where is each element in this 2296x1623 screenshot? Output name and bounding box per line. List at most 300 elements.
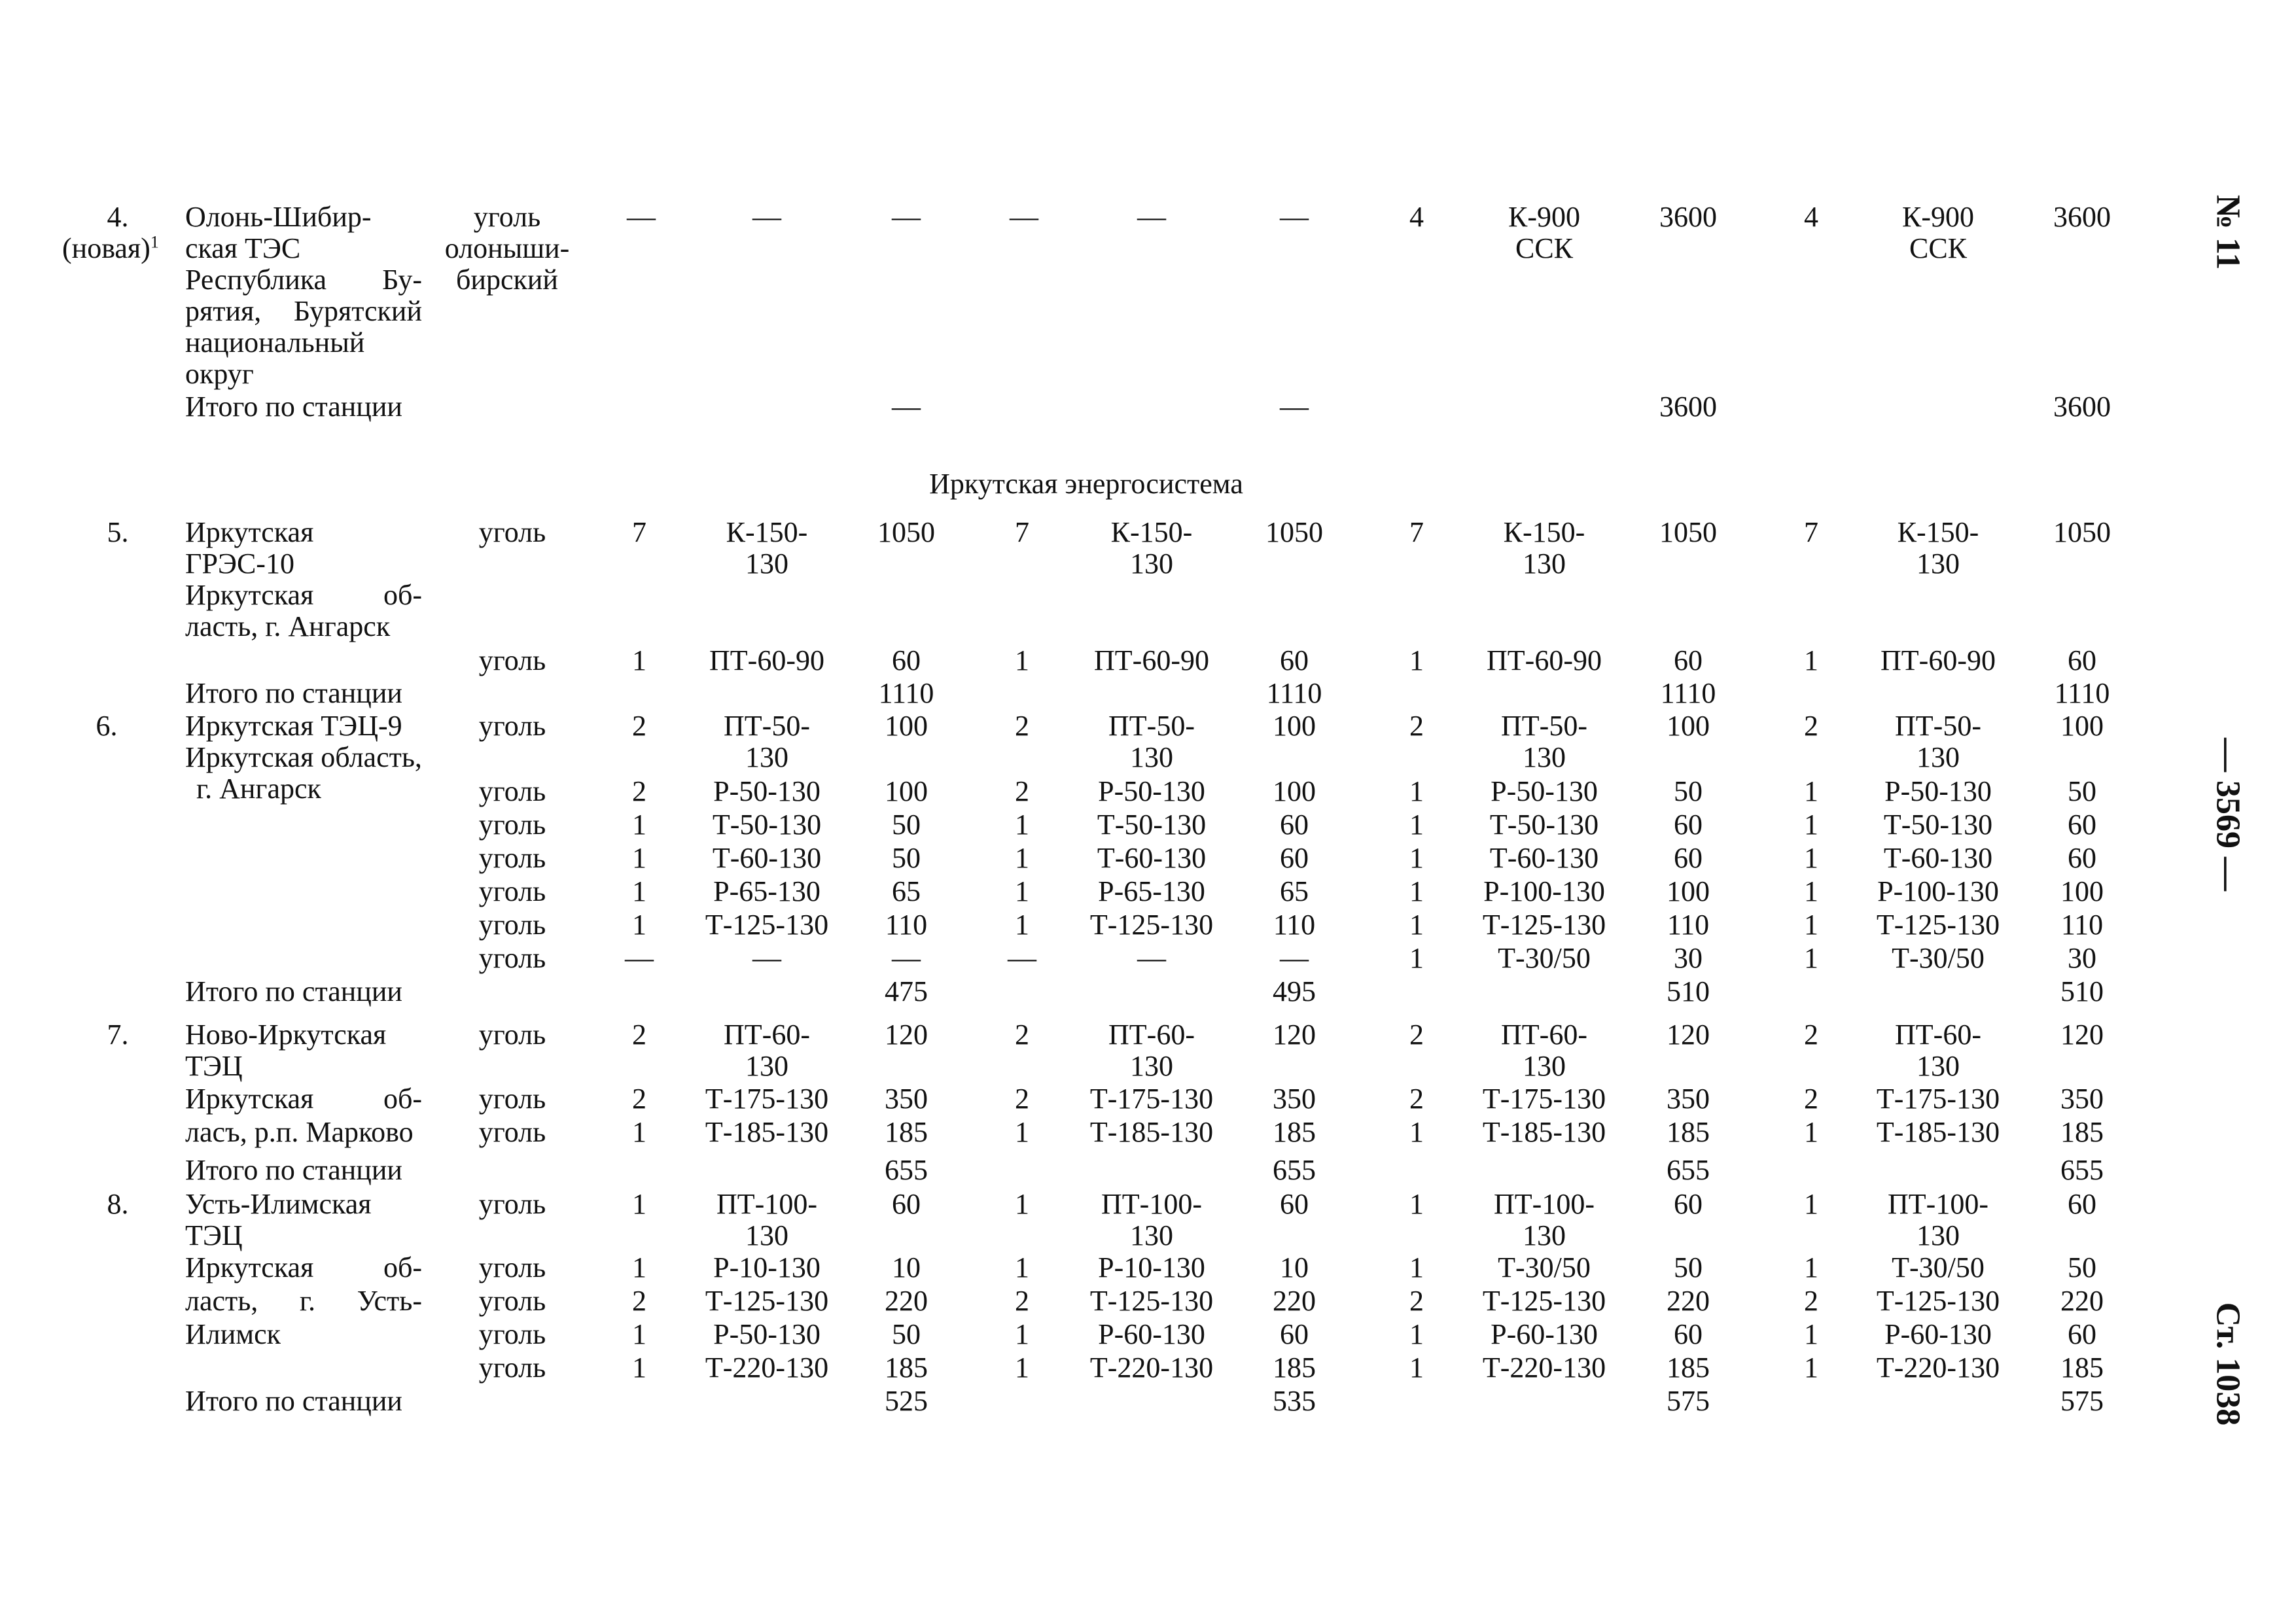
table-cell: 130 bbox=[1523, 741, 1566, 773]
table-cell: 350 bbox=[885, 1083, 928, 1115]
table-cell: Т-60-130 bbox=[712, 842, 822, 874]
table-cell: 185 bbox=[885, 1116, 928, 1148]
table-cell: К-150- bbox=[1110, 516, 1193, 548]
table-cell: 4 bbox=[1409, 201, 1424, 233]
table-cell: 1110 bbox=[878, 677, 934, 709]
table-cell: К-900 bbox=[1902, 201, 1974, 233]
table-cell: 8. bbox=[107, 1188, 129, 1220]
table-cell: ПТ-100- bbox=[1888, 1188, 1988, 1220]
table-cell: 3600 bbox=[1659, 391, 1717, 423]
table-cell: — bbox=[752, 942, 781, 974]
table-cell: Итого по станции bbox=[185, 1385, 402, 1417]
table-cell: 130 bbox=[745, 741, 788, 773]
table-cell: К-150- bbox=[1503, 516, 1585, 548]
table-cell: ская ТЭС bbox=[185, 232, 301, 264]
table-cell: 1 bbox=[1409, 1116, 1424, 1148]
table-cell: 220 bbox=[885, 1285, 928, 1317]
table-cell: 100 bbox=[1273, 710, 1316, 742]
table-cell: 1 bbox=[1015, 644, 1029, 676]
table-cell: 1 bbox=[1409, 775, 1424, 807]
table-cell: 535 bbox=[1273, 1385, 1316, 1417]
table-cell: Республика Бу- bbox=[185, 264, 422, 296]
table-cell: 1 bbox=[1804, 1352, 1818, 1384]
table-cell: ПТ-60-90 bbox=[709, 644, 824, 676]
table-cell: уголь bbox=[478, 516, 546, 548]
table-cell: 4. bbox=[107, 201, 129, 233]
table-cell: К-900 bbox=[1508, 201, 1580, 233]
table-cell: 1 bbox=[1409, 842, 1424, 874]
table-cell: 60 bbox=[1674, 809, 1703, 841]
table-cell: ПТ-60-90 bbox=[1881, 644, 1996, 676]
table-cell: Т-50-130 bbox=[712, 809, 822, 841]
table-cell: Т-60-130 bbox=[1883, 842, 1993, 874]
table-cell: 10 bbox=[1280, 1251, 1309, 1283]
table-cell: 1 bbox=[632, 875, 646, 907]
table-cell: Р-60-130 bbox=[1884, 1318, 1992, 1350]
article-number: Ст. 1038 bbox=[2209, 1302, 2247, 1426]
table-cell: 1 bbox=[1804, 909, 1818, 941]
table-cell: — bbox=[1008, 942, 1036, 974]
table-cell: уголь bbox=[478, 644, 546, 676]
table-cell: 655 bbox=[885, 1154, 928, 1186]
table-cell: 510 bbox=[2060, 975, 2104, 1007]
table-cell: 350 bbox=[1273, 1083, 1316, 1115]
table-cell: 1 bbox=[1409, 942, 1424, 974]
table-cell: уголь bbox=[478, 1285, 546, 1317]
table-cell: 5. bbox=[107, 516, 129, 548]
table-cell: 4 bbox=[1804, 201, 1818, 233]
table-cell: Т-125-130 bbox=[1876, 1285, 2000, 1317]
table-cell: — bbox=[1280, 391, 1309, 423]
table-cell: ПТ-60- bbox=[1501, 1019, 1587, 1051]
table-cell: Т-220-130 bbox=[705, 1352, 829, 1384]
table-cell: 60 bbox=[1280, 1188, 1309, 1220]
table-cell: 1 bbox=[632, 809, 646, 841]
table-cell: Т-220-130 bbox=[1089, 1352, 1214, 1384]
table-cell: 2 bbox=[1015, 710, 1029, 742]
table-cell: 1 bbox=[1015, 842, 1029, 874]
table-cell: 60 bbox=[892, 1188, 921, 1220]
table-cell: 60 bbox=[1280, 1318, 1309, 1350]
table-cell: — bbox=[1137, 201, 1166, 233]
table-cell: уголь bbox=[478, 1116, 546, 1148]
table-cell: — bbox=[1010, 201, 1038, 233]
table-cell: 1 bbox=[632, 644, 646, 676]
table-cell: 1 bbox=[632, 842, 646, 874]
table-cell: уголь bbox=[478, 942, 546, 974]
table-cell: 1 bbox=[1015, 875, 1029, 907]
table-cell: 130 bbox=[745, 548, 788, 580]
table-cell: 1 bbox=[1015, 1352, 1029, 1384]
table-cell: 655 bbox=[1273, 1154, 1316, 1186]
table-cell: 1 bbox=[632, 1116, 646, 1148]
table-cell: ласъ, р.п. Марково bbox=[185, 1116, 414, 1148]
table-cell: 130 bbox=[1916, 548, 1960, 580]
table-cell: 1 bbox=[632, 1251, 646, 1283]
table-cell: 510 bbox=[1667, 975, 1710, 1007]
table-cell: 185 bbox=[1667, 1352, 1710, 1384]
table-cell: 1 bbox=[1409, 1188, 1424, 1220]
table-cell: 60 bbox=[892, 644, 921, 676]
table-cell: уголь bbox=[478, 875, 546, 907]
table-cell: 60 bbox=[2068, 842, 2096, 874]
table-cell: 130 bbox=[1523, 548, 1566, 580]
table-cell: Иркутская ТЭЦ-9 bbox=[185, 710, 402, 742]
table-cell: 1 bbox=[1409, 1318, 1424, 1350]
table-cell: г. Ангарск bbox=[196, 773, 321, 805]
table-cell: 130 bbox=[1130, 548, 1173, 580]
table-cell: уголь bbox=[478, 809, 546, 841]
table-cell: 130 bbox=[1523, 1219, 1566, 1251]
table-cell: 100 bbox=[1273, 775, 1316, 807]
table-cell: 2 bbox=[1409, 1083, 1424, 1115]
table-cell: 110 bbox=[885, 909, 928, 941]
table-cell: Р-60-130 bbox=[1491, 1318, 1598, 1350]
table-cell: 2 bbox=[632, 1019, 646, 1051]
table-cell: 130 bbox=[1523, 1050, 1566, 1082]
table-cell: 50 bbox=[2068, 775, 2096, 807]
table-cell: ПТ-100- bbox=[1101, 1188, 1202, 1220]
table-cell: олоныши- bbox=[444, 232, 570, 264]
table-cell: Т-175-130 bbox=[705, 1083, 829, 1115]
table-cell: Олонь-Шибир- bbox=[185, 201, 372, 233]
table-cell: Т-125-130 bbox=[705, 909, 829, 941]
section-header: Иркутская энергосистема bbox=[929, 468, 1243, 500]
table-cell: 1 bbox=[1804, 1318, 1818, 1350]
table-cell: 3600 bbox=[2053, 201, 2111, 233]
table-cell: 1 bbox=[1804, 942, 1818, 974]
table-cell: Ново-Иркутская bbox=[185, 1019, 387, 1051]
table-cell: ПТ-50- bbox=[1108, 710, 1195, 742]
table-cell: Р-65-130 bbox=[713, 875, 821, 907]
table-cell: 475 bbox=[885, 975, 928, 1007]
table-cell: 130 bbox=[745, 1050, 788, 1082]
table-cell: 1110 bbox=[1660, 677, 1716, 709]
table-cell: 100 bbox=[1667, 710, 1710, 742]
table-cell: 1050 bbox=[1265, 516, 1323, 548]
table-cell: Иркутская об- bbox=[185, 1251, 422, 1283]
table-cell: уголь bbox=[478, 909, 546, 941]
table-cell: 1 bbox=[632, 1188, 646, 1220]
table-cell: — bbox=[1280, 201, 1309, 233]
table-cell: ПТ-60- bbox=[1108, 1019, 1195, 1051]
table-cell: ПТ-100- bbox=[1494, 1188, 1595, 1220]
table-cell: 1 bbox=[1015, 809, 1029, 841]
table-cell: 100 bbox=[885, 710, 928, 742]
table-cell: 60 bbox=[2068, 644, 2096, 676]
table-cell: (новая)$^1$ bbox=[62, 232, 159, 264]
table-cell: — bbox=[1137, 942, 1166, 974]
table-cell: К-150- bbox=[726, 516, 808, 548]
table-cell: 185 bbox=[1273, 1352, 1316, 1384]
table-cell: 525 bbox=[885, 1385, 928, 1417]
table-cell: Иркутская об- bbox=[185, 1083, 422, 1115]
table-cell: 60 bbox=[2068, 809, 2096, 841]
table-cell: Итого по станции bbox=[185, 975, 402, 1007]
table-cell: уголь bbox=[473, 201, 541, 233]
table-cell: 350 bbox=[1667, 1083, 1710, 1115]
table-cell: Иркутская bbox=[185, 516, 314, 548]
table-cell: 1 bbox=[632, 1318, 646, 1350]
table-cell: 110 bbox=[1273, 909, 1316, 941]
table-cell: ласть, г. Усть- bbox=[185, 1285, 422, 1317]
table-cell: 1110 bbox=[1266, 677, 1322, 709]
table-cell: 50 bbox=[1674, 775, 1703, 807]
table-cell: 1 bbox=[1804, 1188, 1818, 1220]
table-cell: Р-50-130 bbox=[1491, 775, 1598, 807]
table-cell: 1 bbox=[1409, 1251, 1424, 1283]
table-cell: 100 bbox=[2060, 875, 2104, 907]
table-cell: 220 bbox=[2060, 1285, 2104, 1317]
table-cell: 1050 bbox=[877, 516, 935, 548]
table-cell: Т-185-130 bbox=[705, 1116, 829, 1148]
table-cell: 350 bbox=[2060, 1083, 2104, 1115]
table-cell: 50 bbox=[892, 1318, 921, 1350]
table-cell: 1 bbox=[1409, 875, 1424, 907]
table-cell: 60 bbox=[2068, 1188, 2096, 1220]
table-cell: 2 bbox=[632, 775, 646, 807]
table-cell: Т-220-130 bbox=[1876, 1352, 2000, 1384]
table-cell: Иркутская область, bbox=[185, 741, 422, 773]
table-cell: 2 bbox=[1804, 1019, 1818, 1051]
table-cell: 30 bbox=[1674, 942, 1703, 974]
table-cell: ласть, г. Ангарск bbox=[185, 610, 391, 642]
table-cell: 1050 bbox=[1659, 516, 1717, 548]
table-cell: 1 bbox=[1804, 1116, 1818, 1148]
table-cell: 1 bbox=[632, 909, 646, 941]
table-cell: 100 bbox=[1667, 875, 1710, 907]
table-cell: 185 bbox=[2060, 1352, 2104, 1384]
table-cell: 1 bbox=[1409, 1352, 1424, 1384]
table-cell: Р-50-130 bbox=[1884, 775, 1992, 807]
table-cell: Т-175-130 bbox=[1482, 1083, 1606, 1115]
table-cell: 1 bbox=[1015, 1251, 1029, 1283]
table-cell: 1 bbox=[1015, 1318, 1029, 1350]
table-cell: Иркутская об- bbox=[185, 579, 422, 611]
table-cell: 130 bbox=[1916, 741, 1960, 773]
table-cell: уголь bbox=[478, 775, 546, 807]
table-cell: 6. bbox=[96, 710, 118, 742]
table-cell: уголь bbox=[478, 1352, 546, 1384]
table-cell: ПТ-60-90 bbox=[1487, 644, 1602, 676]
table-cell: 7. bbox=[107, 1019, 129, 1051]
table-cell: 220 bbox=[1273, 1285, 1316, 1317]
table-cell: — bbox=[892, 201, 921, 233]
table-cell: 50 bbox=[2068, 1251, 2096, 1283]
table-cell: уголь bbox=[478, 842, 546, 874]
table-cell: ПТ-50- bbox=[1501, 710, 1587, 742]
table-cell: 65 bbox=[892, 875, 921, 907]
table-cell: Т-60-130 bbox=[1097, 842, 1207, 874]
table-cell: 1 bbox=[1015, 909, 1029, 941]
table-cell: 2 bbox=[1409, 1285, 1424, 1317]
table-cell: 130 bbox=[1130, 1050, 1173, 1082]
table-cell: 1 bbox=[1804, 1251, 1818, 1283]
table-cell: Т-175-130 bbox=[1089, 1083, 1214, 1115]
table-cell: Т-50-130 bbox=[1489, 809, 1599, 841]
table-cell: 3600 bbox=[1659, 201, 1717, 233]
table-cell: 110 bbox=[2060, 909, 2104, 941]
table-cell: 60 bbox=[1674, 1318, 1703, 1350]
table-cell: Р-65-130 bbox=[1098, 875, 1205, 907]
table-cell: 60 bbox=[1280, 842, 1309, 874]
table-cell: ПТ-50- bbox=[724, 710, 810, 742]
table-cell: Т-175-130 bbox=[1876, 1083, 2000, 1115]
table-cell: 1 bbox=[1409, 809, 1424, 841]
table-cell: 1050 bbox=[2053, 516, 2111, 548]
table-cell: ПТ-60- bbox=[724, 1019, 810, 1051]
table-cell: — bbox=[625, 942, 654, 974]
footnote-marker: 1 bbox=[150, 232, 159, 252]
table-cell: ПТ-100- bbox=[716, 1188, 817, 1220]
issue-number: № 11 bbox=[2209, 194, 2247, 270]
table-cell: 50 bbox=[1674, 1251, 1703, 1283]
table-cell: Т-30/50 bbox=[1498, 1251, 1591, 1283]
table-cell: Т-50-130 bbox=[1097, 809, 1207, 841]
table-cell: — bbox=[1280, 942, 1309, 974]
table-cell: 50 bbox=[892, 842, 921, 874]
table-cell: — bbox=[627, 201, 656, 233]
table-cell: 2 bbox=[1804, 710, 1818, 742]
table-cell: Р-100-130 bbox=[1483, 875, 1605, 907]
table-cell: 2 bbox=[1015, 775, 1029, 807]
table-cell: 120 bbox=[885, 1019, 928, 1051]
table-cell: Итого по станции bbox=[185, 677, 402, 709]
table-cell: уголь bbox=[478, 1188, 546, 1220]
table-cell: рятия, Бурятский bbox=[185, 295, 422, 327]
table-cell: 185 bbox=[1273, 1116, 1316, 1148]
table-cell: 1 bbox=[1015, 1116, 1029, 1148]
table-cell: 60 bbox=[1280, 644, 1309, 676]
table-cell: уголь bbox=[478, 1318, 546, 1350]
table-cell: ПТ-60- bbox=[1895, 1019, 1981, 1051]
table-cell: 130 bbox=[745, 1219, 788, 1251]
table-cell: ПТ-60-90 bbox=[1094, 644, 1209, 676]
table-cell: ПТ-50- bbox=[1895, 710, 1981, 742]
table-cell: 3600 bbox=[2053, 391, 2111, 423]
table-cell: 7 bbox=[1409, 516, 1424, 548]
table-cell: уголь bbox=[478, 1251, 546, 1283]
table-cell: Р-50-130 bbox=[713, 1318, 821, 1350]
table-cell: уголь bbox=[478, 710, 546, 742]
table-cell: 655 bbox=[1667, 1154, 1710, 1186]
table-cell: Т-185-130 bbox=[1089, 1116, 1214, 1148]
table-cell: 130 bbox=[1916, 1219, 1960, 1251]
table-cell: 7 bbox=[1015, 516, 1029, 548]
table-cell: Т-220-130 bbox=[1482, 1352, 1606, 1384]
table-cell: 2 bbox=[1409, 1019, 1424, 1051]
table-cell: 130 bbox=[1130, 741, 1173, 773]
table-cell: 60 bbox=[1674, 644, 1703, 676]
table-cell: 7 bbox=[1804, 516, 1818, 548]
table-cell: Т-30/50 bbox=[1892, 1251, 1985, 1283]
table-cell: 1 bbox=[1015, 1188, 1029, 1220]
table-cell: 185 bbox=[1667, 1116, 1710, 1148]
table-cell: 2 bbox=[1804, 1285, 1818, 1317]
table-cell: 110 bbox=[1667, 909, 1710, 941]
table-cell: 2 bbox=[1015, 1083, 1029, 1115]
table-cell: ССК bbox=[1515, 232, 1574, 264]
table-cell: 120 bbox=[2060, 1019, 2104, 1051]
table-cell: — bbox=[892, 942, 921, 974]
table-cell: Усть-Илимская bbox=[185, 1188, 372, 1220]
table-cell: Т-185-130 bbox=[1876, 1116, 2000, 1148]
table-cell: Т-125-130 bbox=[1482, 1285, 1606, 1317]
table-cell: 65 bbox=[1280, 875, 1309, 907]
table-cell: 100 bbox=[885, 775, 928, 807]
table-cell: 60 bbox=[2068, 1318, 2096, 1350]
table-cell: Т-125-130 bbox=[1482, 909, 1606, 941]
table-cell: 495 bbox=[1273, 975, 1316, 1007]
table-cell: 2 bbox=[632, 1083, 646, 1115]
table-cell: 575 bbox=[2060, 1385, 2104, 1417]
table-cell: округ bbox=[185, 358, 254, 390]
table-cell: бирский bbox=[456, 264, 558, 296]
table-cell: Р-60-130 bbox=[1098, 1318, 1205, 1350]
table-cell: Р-10-130 bbox=[1098, 1251, 1205, 1283]
table-cell: 1 bbox=[632, 1352, 646, 1384]
table-cell: Т-125-130 bbox=[1089, 1285, 1214, 1317]
table-cell: Р-50-130 bbox=[713, 775, 821, 807]
table-cell: 1 bbox=[1804, 775, 1818, 807]
table-cell: ГРЭС-10 bbox=[185, 548, 294, 580]
table-cell: 1 bbox=[1804, 809, 1818, 841]
table-cell: Р-100-130 bbox=[1877, 875, 1999, 907]
table-cell: К-150- bbox=[1897, 516, 1979, 548]
table-cell: ТЭЦ bbox=[185, 1050, 243, 1082]
table-cell: 2 bbox=[1409, 710, 1424, 742]
table-cell: Т-125-130 bbox=[1876, 909, 2000, 941]
table-cell: 60 bbox=[1674, 1188, 1703, 1220]
table-cell: уголь bbox=[478, 1083, 546, 1115]
table-cell: Т-30/50 bbox=[1892, 942, 1985, 974]
table-cell: 655 bbox=[2060, 1154, 2104, 1186]
table-cell: Т-50-130 bbox=[1883, 809, 1993, 841]
table-cell: 60 bbox=[1280, 809, 1309, 841]
table-cell: 10 bbox=[892, 1251, 921, 1283]
table-cell: 7 bbox=[632, 516, 646, 548]
table-cell: 575 bbox=[1667, 1385, 1710, 1417]
table-cell: 2 bbox=[632, 710, 646, 742]
table-cell: 1110 bbox=[2054, 677, 2110, 709]
table-cell: Т-60-130 bbox=[1489, 842, 1599, 874]
table-cell: 1 bbox=[1409, 909, 1424, 941]
table-cell: 50 bbox=[892, 809, 921, 841]
table-cell: 100 bbox=[2060, 710, 2104, 742]
table-cell: Т-30/50 bbox=[1498, 942, 1591, 974]
table-cell: Р-10-130 bbox=[713, 1251, 821, 1283]
page-number: — 3569 — bbox=[2209, 738, 2247, 891]
table-cell: 1 bbox=[1804, 842, 1818, 874]
table-cell: 2 bbox=[1015, 1285, 1029, 1317]
table-cell: ТЭЦ bbox=[185, 1219, 243, 1251]
table-cell: Итого по станции bbox=[185, 1154, 402, 1186]
table-cell: 130 bbox=[1130, 1219, 1173, 1251]
table-cell: ССК bbox=[1909, 232, 1968, 264]
table-cell: — bbox=[752, 201, 781, 233]
table-cell: Р-50-130 bbox=[1098, 775, 1205, 807]
table-cell: 2 bbox=[1804, 1083, 1818, 1115]
table-cell: 120 bbox=[1273, 1019, 1316, 1051]
table-cell: 120 bbox=[1667, 1019, 1710, 1051]
table-cell: — bbox=[892, 391, 921, 423]
table-cell: 30 bbox=[2068, 942, 2096, 974]
table-cell: уголь bbox=[478, 1019, 546, 1051]
table-cell: 60 bbox=[1674, 842, 1703, 874]
table-cell: Илимск bbox=[185, 1318, 281, 1350]
table-cell: 1 bbox=[1409, 644, 1424, 676]
table-cell: национальный bbox=[185, 326, 365, 358]
